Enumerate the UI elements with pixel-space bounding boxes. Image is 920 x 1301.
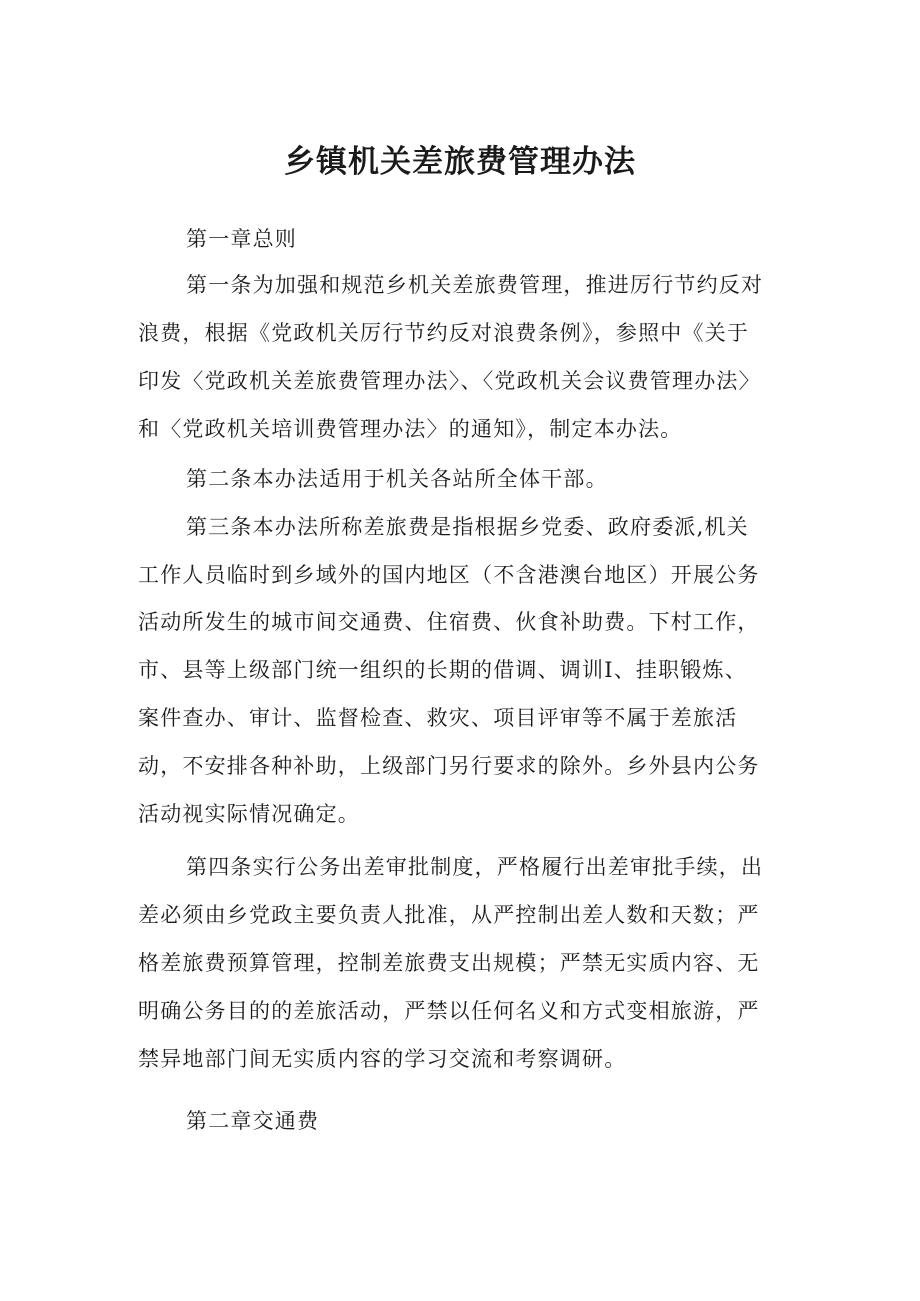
article-four-line: 禁异地部门间无实质内容的学习交流和考察调研。 (138, 1047, 627, 1071)
article-three-line: 工作人员临时到乡域外的国内地区（不含港澳台地区）开展公务 (138, 563, 760, 587)
article-three-line: 第三条本办法所称差旅费是指根据乡党委、政府委派,机关 (186, 515, 749, 539)
article-four-line: 差必须由乡党政主要负责人批准，从严控制出差人数和天数；严 (138, 903, 760, 927)
article-four-line: 第四条实行公务出差审批制度，严格履行出差审批手续，出 (186, 855, 764, 879)
document-title: 乡镇机关差旅费管理办法 (284, 144, 636, 180)
article-one-line: 第一条为加强和规范乡机关差旅费管理，推进厉行节约反对 (186, 273, 764, 297)
article-two: 第二条本办法适用于机关各站所全体干部。 (186, 467, 608, 491)
article-four-line: 格差旅费预算管理，控制差旅费支出规模；严禁无实质内容、无 (138, 951, 760, 975)
article-one-line: 印发〈党政机关差旅费管理办法〉、〈党政机关会议费管理办法〉 (138, 369, 761, 393)
article-one-line: 浪费，根据《党政机关厉行节约反对浪费条例》，参照中《关于 (138, 321, 750, 345)
article-four-line: 明确公务目的的差旅活动，严禁以任何名义和方式变相旅游，严 (138, 999, 760, 1023)
article-three-line: 活动视实际情况确定。 (138, 802, 360, 826)
chapter-one-heading: 第一章总则 (186, 227, 297, 251)
article-three-line: 案件查办、审计、监督检查、救灾、项目评审等不属于差旅活 (138, 706, 738, 730)
article-three-line: 市、县等上级部门统一组织的长期的借调、调训I、挂职锻炼、 (138, 658, 747, 682)
chapter-two-heading: 第二章交通费 (186, 1109, 320, 1133)
article-three-line: 动，不安排各种补助，上级部门另行要求的除外。乡外县内公务 (138, 754, 760, 778)
article-one-line: 和〈党政机关培训费管理办法〉的通知》，制定本办法。 (138, 417, 683, 441)
article-three-line: 活动所发生的城市间交通费、住宿费、伙食补助费。下村工作， (138, 610, 760, 634)
